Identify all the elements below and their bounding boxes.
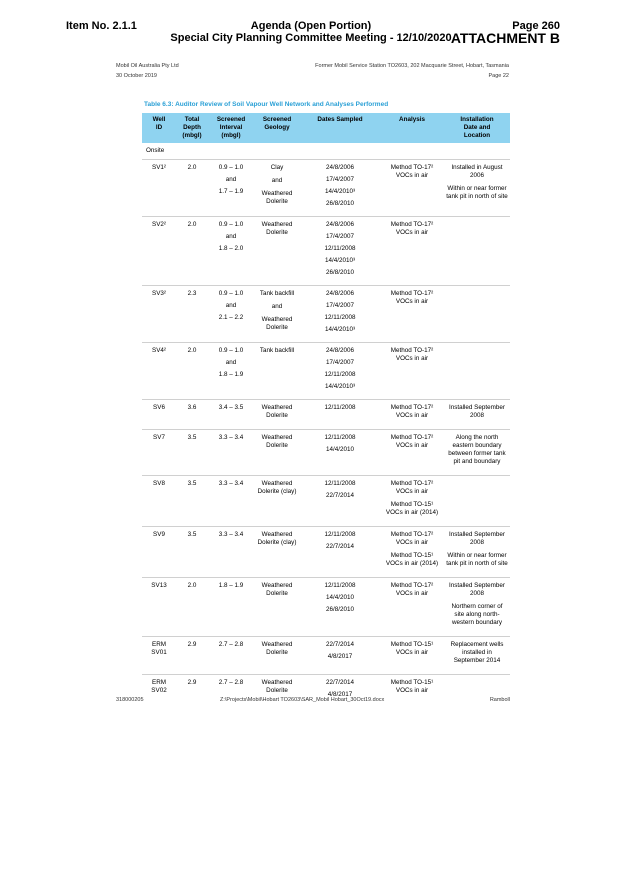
screened-interval	[208, 286, 254, 343]
well-id	[142, 527, 176, 578]
total-depth	[176, 430, 208, 476]
installation-info	[444, 476, 510, 527]
dates-sampled-line: 12/11/2008	[324, 404, 356, 411]
dates-sampled-line: 24/8/2006	[325, 290, 354, 297]
screened-interval	[208, 400, 254, 430]
table-title: Table 6.3: Auditor Review of Soil Vapour Well Network and Analyses Performed	[144, 101, 389, 108]
screened-interval-line: 0.9 – 1.0	[218, 347, 244, 354]
screened-geology-line: Tank backfill	[259, 347, 295, 354]
installation-info	[444, 217, 510, 286]
screened-geology-line: Weathered Dolerite	[261, 316, 293, 331]
column-header-line: Dates Sampled	[317, 116, 363, 123]
dates-sampled-line: 24/8/2006	[325, 347, 354, 354]
header-row	[142, 113, 510, 143]
column-header-line: Interval	[219, 124, 243, 131]
column-header-line: (mbgl)	[221, 132, 241, 139]
dates-sampled-line: 14/4/2010	[325, 446, 354, 453]
screened-interval	[208, 343, 254, 400]
table-row	[142, 217, 510, 286]
screened-interval-line: 2.7 – 2.8	[218, 641, 244, 648]
column-header	[142, 113, 176, 143]
dates-sampled-line: 12/11/2008	[324, 245, 356, 252]
analysis	[380, 343, 444, 400]
installation-info	[444, 400, 510, 430]
screened-geology-line: Weathered Dolerite (clay)	[257, 531, 297, 546]
table-row	[142, 343, 510, 400]
analysis-line: Method TO-15¹ VOCs in air	[390, 679, 434, 694]
well-id	[142, 160, 176, 217]
dates-sampled	[300, 430, 380, 476]
table-row	[142, 430, 510, 476]
dates-sampled-line: 22/7/2014	[325, 543, 354, 550]
screened-interval-line: 2.1 – 2.2	[218, 314, 244, 321]
page-heading	[451, 20, 560, 44]
section-label: Onsite	[146, 147, 165, 154]
column-header-line: Analysis	[399, 116, 425, 123]
analysis-line: Method TO-17² VOCs in air	[390, 221, 434, 236]
analysis-line: Method TO-17² VOCs in air	[390, 347, 434, 362]
total-depth-line: 2.0	[187, 221, 197, 228]
screened-geology	[254, 400, 300, 430]
doc-number: 318000205	[116, 697, 144, 703]
analysis-line: Method TO-15¹ VOCs in air (2014)	[385, 552, 439, 567]
total-depth-line: 3.5	[187, 531, 197, 538]
analysis	[380, 476, 444, 527]
dates-sampled-line: 26/8/2010	[325, 606, 354, 613]
report-date: 30 October 2019	[116, 73, 157, 79]
screened-geology	[254, 637, 300, 675]
well-id-line: SV01	[151, 649, 167, 656]
total-depth	[176, 637, 208, 675]
well-id-line: SV4²	[152, 347, 166, 354]
total-depth	[176, 286, 208, 343]
column-header-line: Depth	[183, 124, 201, 131]
dates-sampled-line: 24/8/2006	[325, 221, 354, 228]
column-header-line: Screened	[262, 116, 292, 123]
total-depth-line: 3.5	[187, 434, 197, 441]
screened-interval	[208, 217, 254, 286]
screened-interval-line: and	[225, 233, 237, 240]
screened-interval-line: 1.8 – 1.9	[218, 371, 244, 378]
dates-sampled-line: 12/11/2008	[324, 314, 356, 321]
analysis-line: Method TO-17² VOCs in air	[390, 290, 434, 305]
well-id	[142, 400, 176, 430]
installation-info-line: Along the north eastern boundary between former tank pit and boundary	[448, 434, 506, 465]
table-row	[142, 476, 510, 527]
screened-geology-line: Tank backfill	[259, 290, 295, 297]
screened-geology-line: Weathered Dolerite	[261, 679, 293, 694]
table-row	[142, 400, 510, 430]
dates-sampled	[300, 217, 380, 286]
screened-interval-line: 0.9 – 1.0	[218, 221, 244, 228]
column-header-line: Screened	[216, 116, 246, 123]
screened-geology	[254, 217, 300, 286]
installation-info	[444, 430, 510, 476]
total-depth-line: 2.0	[187, 582, 197, 589]
total-depth-line: 2.9	[187, 641, 197, 648]
footer-company: Ramboll	[489, 697, 510, 703]
company-name: Mobil Oil Australia Pty Ltd	[116, 63, 179, 69]
analysis	[380, 637, 444, 675]
analysis	[380, 578, 444, 637]
soil-vapour-table	[142, 113, 510, 707]
screened-geology	[254, 343, 300, 400]
dates-sampled-line: 17/4/2007	[325, 233, 354, 240]
installation-info	[444, 578, 510, 637]
column-header-line: Total	[184, 116, 200, 123]
column-header-line: (mbgl)	[182, 132, 202, 139]
total-depth-line: 2.9	[187, 679, 197, 686]
well-id	[142, 343, 176, 400]
screened-geology	[254, 527, 300, 578]
dates-sampled-line: 12/11/2008	[324, 434, 356, 441]
installation-info-line: Northern corner of site along north-western boundary	[451, 603, 503, 626]
installation-info-line: Installed September 2008	[448, 531, 505, 546]
column-header-line: Location	[463, 132, 491, 139]
screened-interval-line: and	[225, 359, 237, 366]
total-depth	[176, 527, 208, 578]
dates-sampled-line: 17/4/2007	[325, 302, 354, 309]
total-depth	[176, 160, 208, 217]
screened-interval-line: 0.9 – 1.0	[218, 164, 244, 171]
total-depth	[176, 675, 208, 708]
analysis	[380, 286, 444, 343]
doc-page: Page 22	[488, 73, 509, 79]
well-id-line: SV7	[153, 434, 165, 441]
table-body	[142, 143, 510, 707]
screened-geology-line: Weathered Dolerite	[261, 641, 293, 656]
well-id-line: SV13	[151, 582, 167, 589]
well-id	[142, 476, 176, 527]
total-depth-line: 3.5	[187, 480, 197, 487]
table-row	[142, 527, 510, 578]
installation-info-line: Within or near former tank pit in north of site	[446, 552, 508, 567]
column-header	[380, 113, 444, 143]
analysis-line: Method TO-17² VOCs in air	[390, 582, 434, 597]
dates-sampled-line: 26/8/2010	[325, 269, 354, 276]
installation-info-line: Within or near former tank pit in north of site	[446, 185, 508, 200]
column-header-line: Date and	[463, 124, 491, 131]
analysis	[380, 430, 444, 476]
screened-interval	[208, 527, 254, 578]
well-id	[142, 430, 176, 476]
dates-sampled-line: 4/8/2017	[327, 653, 353, 660]
attachment-label: ATTACHMENT B	[450, 30, 560, 46]
column-header-line: ID	[155, 124, 163, 131]
screened-interval-line: 3.3 – 3.4	[218, 434, 244, 441]
screened-interval-line: 1.7 – 1.9	[218, 188, 244, 195]
screened-geology	[254, 160, 300, 217]
agenda-title: Agenda (Open Portion)	[250, 20, 372, 32]
dates-sampled-line: 14/4/2010	[325, 594, 354, 601]
column-header	[444, 113, 510, 143]
dates-sampled-line: 12/11/2008	[324, 582, 356, 589]
table-row	[142, 286, 510, 343]
total-depth-line: 2.0	[187, 347, 197, 354]
screened-interval-line: and	[225, 176, 237, 183]
analysis-line: Method TO-17² VOCs in air	[390, 404, 434, 419]
column-header-line: Geology	[264, 124, 290, 131]
dates-sampled-line: 26/8/2010	[325, 200, 354, 207]
well-id-line: SV9	[153, 531, 165, 538]
screened-geology	[254, 476, 300, 527]
dates-sampled-line: 4/8/2017	[327, 691, 353, 698]
dates-sampled	[300, 160, 380, 217]
dates-sampled	[300, 400, 380, 430]
screened-geology-line: Weathered Dolerite	[261, 404, 293, 419]
well-id	[142, 675, 176, 708]
installation-info	[444, 160, 510, 217]
analysis-line: Method TO-15¹ VOCs in air	[390, 641, 434, 656]
well-id-line: SV8	[153, 480, 165, 487]
well-id-line: ERM	[152, 679, 166, 686]
table-header	[142, 113, 510, 143]
screened-geology	[254, 430, 300, 476]
screened-interval	[208, 430, 254, 476]
well-id-line: SV6	[153, 404, 165, 411]
screened-geology-line: and	[271, 303, 283, 310]
total-depth	[176, 578, 208, 637]
dates-sampled-line: 24/8/2006	[325, 164, 354, 171]
installation-info-line: Installed September 2008	[448, 582, 505, 597]
installation-info	[444, 286, 510, 343]
screened-interval-line: 3.4 – 3.5	[218, 404, 244, 411]
well-id	[142, 286, 176, 343]
dates-sampled-line: 12/11/2008	[324, 371, 356, 378]
screened-interval	[208, 637, 254, 675]
screened-geology-line: Weathered Dolerite	[261, 221, 293, 236]
dates-sampled-line: 17/4/2007	[325, 359, 354, 366]
dates-sampled	[300, 476, 380, 527]
screened-geology-line: Weathered Dolerite (clay)	[257, 480, 297, 495]
dates-sampled-line: 14/4/2010³	[324, 326, 356, 333]
analysis	[380, 400, 444, 430]
column-header	[176, 113, 208, 143]
screened-interval	[208, 578, 254, 637]
total-depth	[176, 400, 208, 430]
column-header-line: Installation	[460, 116, 494, 123]
meeting-title: Special City Planning Committee Meeting - 12/10/2020	[170, 32, 452, 44]
dates-sampled-line: 12/11/2008	[324, 480, 356, 487]
installation-info	[444, 343, 510, 400]
analysis-line: Method TO-17² VOCs in air	[390, 480, 434, 495]
well-id-line: SV1²	[152, 164, 166, 171]
file-path: Z:\Projects\Mobil\Hobart TO2603\SAR_Mobil Hobart_30Oct19.docx	[220, 697, 385, 703]
screened-geology	[254, 578, 300, 637]
total-depth-line: 2.3	[187, 290, 197, 297]
total-depth	[176, 476, 208, 527]
dates-sampled	[300, 527, 380, 578]
analysis	[380, 160, 444, 217]
screened-interval-line: 0.9 – 1.0	[218, 290, 244, 297]
dates-sampled-line: 17/4/2007	[325, 176, 354, 183]
page-number: Page 260	[512, 20, 560, 32]
screened-interval-line: 2.7 – 2.8	[218, 679, 244, 686]
screened-geology-line: Weathered Dolerite	[261, 190, 293, 205]
column-header	[300, 113, 380, 143]
screened-interval-line: 3.3 – 3.4	[218, 480, 244, 487]
installation-info-line: Installed September 2008	[448, 404, 505, 419]
analysis	[380, 527, 444, 578]
screened-geology-line: Weathered Dolerite	[261, 582, 293, 597]
installation-info	[444, 637, 510, 675]
well-id-line: SV02	[151, 687, 167, 694]
installation-info-line: Installed in August 2006	[451, 164, 503, 179]
well-id-line: ERM	[152, 641, 166, 648]
table-row	[142, 637, 510, 675]
dates-sampled-line: 14/4/2010³	[324, 257, 356, 264]
site-address: Former Mobil Service Station TO2603, 202 Macquarie Street, Hobart, Tasmania	[315, 63, 509, 69]
total-depth	[176, 343, 208, 400]
screened-geology-line: and	[271, 177, 283, 184]
dates-sampled	[300, 578, 380, 637]
total-depth	[176, 217, 208, 286]
dates-sampled-line: 22/7/2014	[325, 492, 354, 499]
total-depth-line: 2.0	[187, 164, 197, 171]
screened-geology-line: Weathered Dolerite	[261, 434, 293, 449]
screened-interval-line: and	[225, 302, 237, 309]
analysis-line: Method TO-17² VOCs in air	[390, 164, 434, 179]
well-id	[142, 578, 176, 637]
analysis-line: Method TO-17² VOCs in air	[390, 531, 434, 546]
item-number: Item No. 2.1.1	[66, 20, 137, 32]
table-row	[142, 160, 510, 217]
column-header-line: Well	[152, 116, 166, 123]
screened-interval	[208, 160, 254, 217]
dates-sampled-line: 14/4/2010³	[324, 188, 356, 195]
total-depth-line: 3.6	[187, 404, 197, 411]
well-id	[142, 217, 176, 286]
well-id	[142, 637, 176, 675]
dates-sampled-line: 22/7/2014	[325, 641, 354, 648]
dates-sampled	[300, 637, 380, 675]
well-id-line: SV2²	[152, 221, 166, 228]
analysis	[380, 675, 444, 708]
dates-sampled-line: 22/7/2014	[325, 679, 354, 686]
dates-sampled	[300, 286, 380, 343]
column-header	[208, 113, 254, 143]
screened-geology-line: Clay	[270, 164, 284, 171]
installation-info	[444, 527, 510, 578]
well-id-line: SV3²	[152, 290, 166, 297]
column-header	[254, 113, 300, 143]
screened-interval-line: 1.8 – 2.0	[218, 245, 244, 252]
analysis-line: Method TO-17² VOCs in air	[390, 434, 434, 449]
table-row	[142, 578, 510, 637]
screened-geology	[254, 286, 300, 343]
installation-info-line: Replacement wells installed in September 2014	[450, 641, 504, 664]
analysis-line: Method TO-15¹ VOCs in air (2014)	[385, 501, 439, 516]
dates-sampled-line: 12/11/2008	[324, 531, 356, 538]
dates-sampled-line: 14/4/2010³	[324, 383, 356, 390]
dates-sampled	[300, 343, 380, 400]
screened-interval-line: 1.8 – 1.9	[218, 582, 244, 589]
screened-interval-line: 3.3 – 3.4	[218, 531, 244, 538]
analysis	[380, 217, 444, 286]
screened-interval	[208, 476, 254, 527]
